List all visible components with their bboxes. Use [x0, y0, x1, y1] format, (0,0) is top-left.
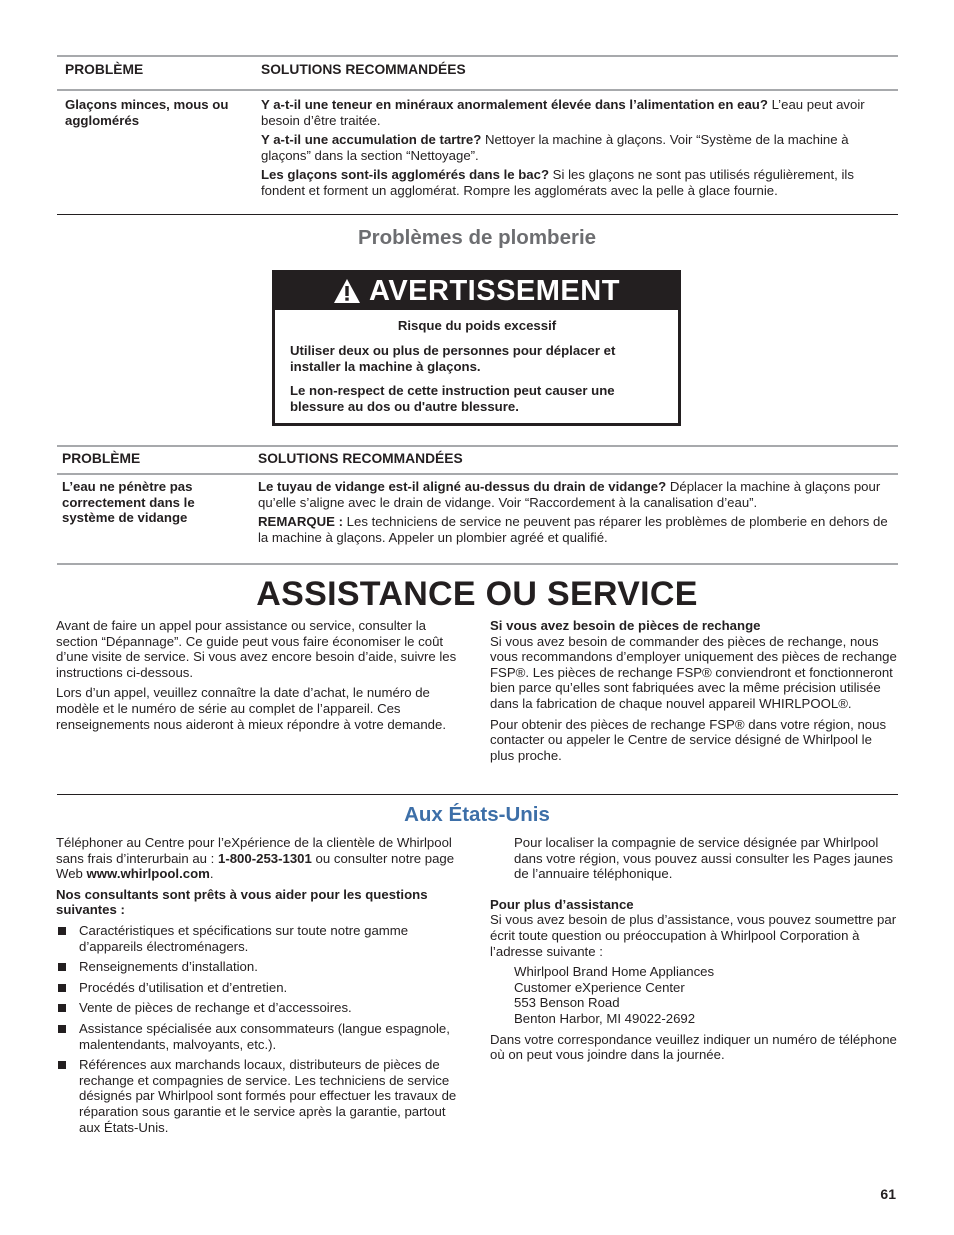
table1-top-rule [57, 55, 898, 57]
warning-heading: AVERTISSEMENT [369, 275, 620, 307]
table1-bottom-rule [57, 214, 898, 215]
list-item: Caractéristiques et spécifications sur toute notre gamme d’appareils électroménagers. [56, 923, 466, 954]
bullet-square-icon [58, 1004, 66, 1012]
table2-header-problem: PROBLÈME [62, 451, 141, 466]
parts-p1: Si vous avez besoin de commander des pièces de rechange, nous vous recommandons d’employer uniquement des pièces de rechange FSP®. Les pièces de rechange FSP® conviendront et fonctionneront bien parce qu’elles sont fabriquées avec la même précision utilisée dans la fabrication de chaque nouvel appareil WHIRLPOOL®. [490, 633, 897, 711]
list-item: Procédés d’utilisation et d’entretien. [56, 980, 466, 996]
address-line: 553 Benson Road [514, 995, 620, 1011]
consultants-list [56, 923, 466, 1135]
list-item: Vente de pièces de rechange et d’accessoires. [56, 1000, 466, 1016]
consultants-heading: Nos consultants sont prêts à vous aider pour les questions suivantes : [56, 886, 428, 918]
closing-paragraph: Dans votre correspondance veuillez indiquer un numéro de téléphone où on peut vous joindre dans la journée. [490, 1031, 897, 1063]
mailing-address [490, 964, 900, 1026]
bullet-square-icon [58, 963, 66, 971]
table2-header-solutions: SOLUTIONS RECOMMANDÉES [258, 451, 463, 466]
usa-right-column [490, 835, 900, 1068]
bullet-square-icon [58, 1025, 66, 1033]
assistance-left-column [56, 618, 461, 737]
usa-web[interactable]: www.whirlpool.com [86, 866, 210, 882]
table1-header-rule [57, 89, 898, 91]
address-line: Customer eXperience Center [514, 979, 685, 995]
assistance-left-p2: Lors d’un appel, veuillez connaître la date d’achat, le numéro de modèle et le numéro de série au complet de l’appareil. Ces renseignements nous aideront à mieux répondre à votre demande. [56, 685, 447, 732]
assistance-left-p1: Avant de faire un appel pour assistance ou service, consulter la section “Dépannage”. Ce guide peut vous faire économiser le coût d’une visite de service. Si vous avez encore besoin d’aide, suivre les instructions ci-dessous. [56, 618, 457, 680]
table1-header-solutions: SOLUTIONS RECOMMANDÉES [261, 62, 466, 77]
warning-line-2: Le non-respect de cette instruction peut causer une blessure au dos ou d'autre blessure. [290, 383, 615, 414]
address-line: Whirlpool Brand Home Appliances [514, 964, 715, 980]
table2-solutions [258, 479, 896, 549]
table2-problem: L’eau ne pénètre pas correctement dans le système de vidange [62, 479, 195, 526]
list-item: Assistance spécialisée aux consommateurs (langue espagnole, malentendants, malvoyants, etc.). [56, 1021, 466, 1052]
warning-box [272, 270, 681, 426]
table2-solution-1: Le tuyau de vidange est-il aligné au-dessus du drain de vidange? Déplacer la machine à glaçons pour qu’elle s’aligne avec le drain de vidange. Voir “Raccordement à la canalisation d’eau”. [258, 479, 881, 510]
bullet-square-icon [58, 984, 66, 992]
more-assistance-paragraph: Si vous avez besoin de plus d’assistance, vous pouvez soumettre par écrit toute question ou préoccupation à Whirlpool Corporation à l’adresse suivante : [490, 912, 897, 959]
usa-phone: 1-800-253-1301 [218, 850, 312, 866]
parts-heading: Si vous avez besoin de pièces de rechange [490, 618, 761, 633]
plumbing-title: Problèmes de plomberie [357, 226, 597, 249]
locate-paragraph: Pour localiser la compagnie de service désignée par Whirlpool dans votre région, vous pouvez aussi consulter les Pages jaunes de l’annuaire téléphonique. [514, 835, 893, 882]
warning-header [275, 273, 678, 310]
assistance-title: ASSISTANCE OU SERVICE [256, 575, 698, 613]
table1-header-problem: PROBLÈME [65, 62, 144, 77]
list-item: Renseignements d’installation. [56, 959, 466, 975]
warning-triangle-icon [333, 277, 361, 314]
address-line: Benton Harbor, MI 49022-2692 [514, 1010, 696, 1026]
table1-solution-3: Les glaçons sont-ils agglomérés dans le bac? Si les glaçons ne sont pas utilisés régulièrement, ils fondent et forment un agglomérat. Rompre les agglomérats avec la pelle à glace fournie. [261, 167, 854, 198]
table1-solution-2: Y a-t-il une accumulation de tartre? Nettoyer la machine à glaçons. Voir “Système de la machine à glaçons” dans la section “Nettoyage”. [261, 132, 849, 163]
table2-top-rule [57, 445, 898, 447]
table2-bottom-rule [57, 563, 898, 565]
parts-p2: Pour obtenir des pièces de rechange FSP® dans votre région, nous contacter ou appeler le Centre de service désigné de Whirlpool le plus proche. [490, 716, 887, 763]
table2-header-rule [57, 473, 898, 475]
usa-intro: Téléphoner au Centre pour l’eXpérience de la clientèle de Whirlpool sans frais d’interurbain au : 1-800-253-1301 ou consulter notre page Web www.whirlpool.com. [56, 835, 455, 882]
usa-top-rule [57, 794, 898, 795]
warning-subtitle: Risque du poids excessif [397, 318, 557, 333]
table1-solutions [261, 97, 896, 203]
table1-problem: Glaçons minces, mous ou agglomérés [65, 97, 229, 128]
usa-left-column [56, 835, 466, 1140]
page-number: 61 [880, 1186, 896, 1202]
table2-solution-2: REMARQUE : Les techniciens de service ne peuvent pas réparer les problèmes de plomberie en dehors de la machine à glaçons. Appeler un plombier agréé et qualifié. [258, 514, 888, 545]
table1-solution-1: Y a-t-il une teneur en minéraux anormalement élevée dans l’alimentation en eau? L’eau peut avoir besoin d’être traitée. [261, 97, 865, 128]
more-assistance-heading: Pour plus d’assistance [490, 896, 634, 912]
usa-title: Aux États-Unis [404, 803, 550, 826]
assistance-right-column [490, 618, 898, 768]
warning-line-1: Utiliser deux ou plus de personnes pour déplacer et installer la machine à glaçons. [290, 343, 616, 374]
bullet-square-icon [58, 1061, 66, 1069]
bullet-square-icon [58, 927, 66, 935]
list-item: Références aux marchands locaux, distributeurs de pièces de rechange et compagnies de service. Les techniciens de service désignés par Whirlpool sont formés pour effectuer les travaux de réparation sous garantie et le service après la garantie, partout aux États-Unis. [56, 1057, 466, 1135]
